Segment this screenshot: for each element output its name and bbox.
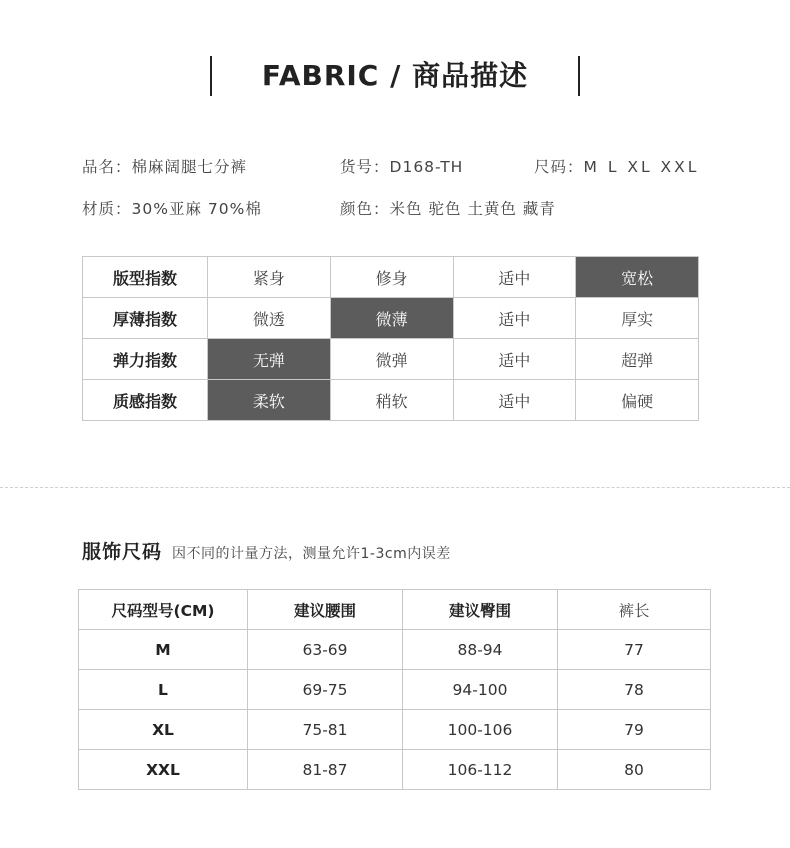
size-table-header-row [79,590,711,630]
index-row-label: 弹力指数 [83,339,208,380]
size-table-header: 裤长 [558,590,711,630]
size-label-cell: XL [79,710,248,750]
size-value-cell: 63-69 [248,630,403,670]
colors-label: 颜色： [340,200,390,218]
index-option: 适中 [453,339,576,380]
index-option: 厚实 [576,298,699,339]
index-option-selected: 宽松 [576,257,699,298]
product-code-value: D168-TH [389,158,464,176]
index-option: 修身 [330,257,453,298]
index-row [83,339,699,380]
title-divider-right [578,56,580,96]
size-table-row [79,750,711,790]
info-product-code [340,155,463,177]
section-divider [0,487,790,488]
size-section-header [82,537,451,563]
size-table-row [79,710,711,750]
index-row-label: 质感指数 [83,380,208,421]
sizes-label: 尺码： [534,158,584,176]
index-option: 稍软 [330,380,453,421]
sizes-value: M L XL XXL [583,158,700,176]
product-code-label: 货号： [340,158,390,176]
index-option: 微透 [208,298,331,339]
index-option: 适中 [453,380,576,421]
size-value-cell: 80 [558,750,711,790]
size-section-note: 因不同的计量方法，测量允许1-3cm内误差 [172,546,451,562]
size-value-cell: 106-112 [403,750,558,790]
info-material [82,197,262,219]
index-option: 微弹 [330,339,453,380]
size-chart-table [78,589,711,790]
index-row-label: 版型指数 [83,257,208,298]
index-option-selected: 无弹 [208,339,331,380]
index-option: 偏硬 [576,380,699,421]
index-row [83,257,699,298]
index-row [83,298,699,339]
size-label-cell: M [79,630,248,670]
size-table-header: 尺码型号(CM) [79,590,248,630]
size-table-header: 建议腰围 [248,590,403,630]
size-value-cell: 79 [558,710,711,750]
product-name-value: 棉麻阔腿七分裤 [131,158,248,176]
size-value-cell: 100-106 [403,710,558,750]
index-option: 适中 [453,298,576,339]
size-table-row [79,630,711,670]
size-value-cell: 69-75 [248,670,403,710]
size-value-cell: 94-100 [403,670,558,710]
info-colors [340,197,556,219]
size-label-cell: L [79,670,248,710]
size-value-cell: 88-94 [403,630,558,670]
index-option: 适中 [453,257,576,298]
size-value-cell: 81-87 [248,750,403,790]
fabric-index-table [82,256,699,421]
size-section-title: 服饰尺码 [82,541,163,563]
index-option: 超弹 [576,339,699,380]
index-option: 紧身 [208,257,331,298]
info-sizes [534,155,699,177]
info-product-name [82,155,247,177]
index-row-label: 厚薄指数 [83,298,208,339]
material-label: 材质： [82,200,132,218]
material-value: 30%亚麻 70%棉 [131,200,262,218]
index-row [83,380,699,421]
page-title-block [0,56,790,96]
colors-value: 米色 驼色 土黄色 藏青 [389,200,556,218]
page-title: FABRIC / 商品描述 [261,59,529,92]
size-label-cell: XXL [79,750,248,790]
size-value-cell: 77 [558,630,711,670]
product-name-label: 品名： [82,158,132,176]
index-option-selected: 微薄 [330,298,453,339]
size-value-cell: 75-81 [248,710,403,750]
index-option-selected: 柔软 [208,380,331,421]
size-value-cell: 78 [558,670,711,710]
size-table-row [79,670,711,710]
size-table-header: 建议臀围 [403,590,558,630]
